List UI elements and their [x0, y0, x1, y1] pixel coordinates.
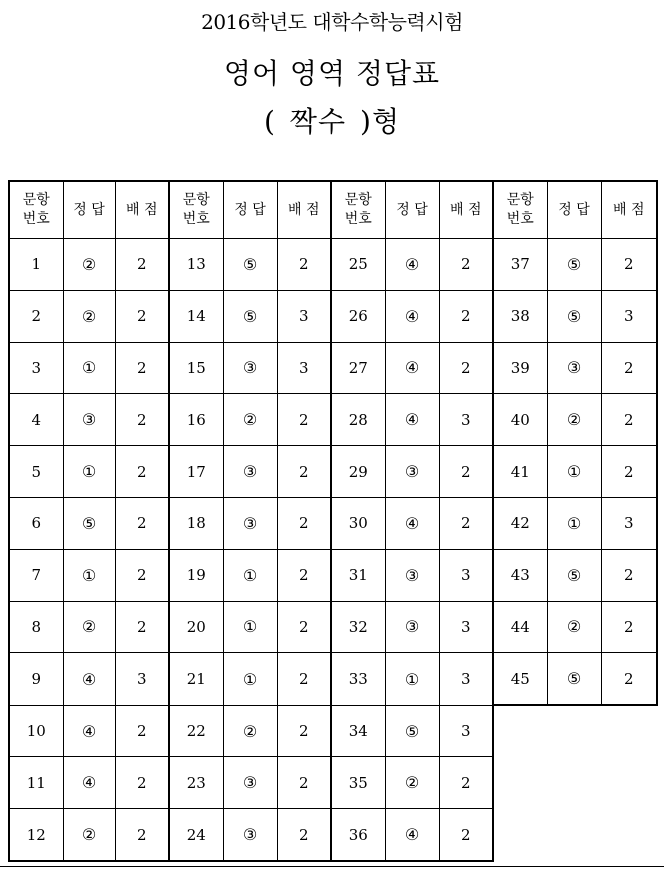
- point-value: 3: [439, 549, 493, 601]
- answer-choice: ⑤: [223, 239, 277, 291]
- question-number: 12: [9, 809, 63, 861]
- point-value: 2: [601, 549, 657, 601]
- point-value: 3: [601, 497, 657, 549]
- question-number: 13: [169, 239, 223, 291]
- table-row: [9, 705, 657, 757]
- question-number: 2: [9, 290, 63, 342]
- answer-choice: ③: [223, 809, 277, 861]
- point-value: 3: [439, 653, 493, 705]
- point-value: 3: [439, 601, 493, 653]
- question-number: 43: [493, 549, 547, 601]
- point-value: 2: [115, 497, 169, 549]
- question-number: 32: [331, 601, 385, 653]
- table-row: [9, 497, 657, 549]
- answer-choice: ③: [385, 549, 439, 601]
- answer-choice: ②: [547, 394, 601, 446]
- point-value: 2: [115, 342, 169, 394]
- column-header-question-number: [493, 181, 547, 239]
- header-num-line2: 번호: [182, 211, 210, 227]
- point-value: 2: [277, 809, 331, 861]
- answer-choice: ②: [385, 757, 439, 809]
- answer-choice: ①: [63, 342, 115, 394]
- question-number: 7: [9, 549, 63, 601]
- question-number: 36: [331, 809, 385, 861]
- question-number: 20: [169, 601, 223, 653]
- answer-choice: ④: [385, 239, 439, 291]
- answer-choice: ④: [63, 653, 115, 705]
- table-row: [9, 809, 657, 861]
- header-num-line2: 번호: [344, 211, 372, 227]
- point-value: 2: [601, 394, 657, 446]
- question-number: 44: [493, 601, 547, 653]
- header-num-line1: 문항: [344, 192, 372, 208]
- answer-choice: ②: [223, 394, 277, 446]
- column-header-points: 배 점: [115, 181, 169, 239]
- table-row: [9, 446, 657, 498]
- answer-choice: ①: [223, 601, 277, 653]
- point-value: 2: [115, 757, 169, 809]
- table-row: [9, 239, 657, 291]
- answer-choice: ③: [63, 394, 115, 446]
- answer-choice: ④: [385, 497, 439, 549]
- question-number: 15: [169, 342, 223, 394]
- point-value: 2: [115, 549, 169, 601]
- point-value: 2: [277, 653, 331, 705]
- point-value: 2: [439, 809, 493, 861]
- answer-choice: ③: [223, 497, 277, 549]
- question-number: 31: [331, 549, 385, 601]
- point-value: 2: [439, 290, 493, 342]
- point-value: 2: [439, 239, 493, 291]
- answer-choice: ①: [547, 446, 601, 498]
- answer-choice: ⑤: [385, 705, 439, 757]
- answer-choice: ①: [63, 549, 115, 601]
- question-number: 33: [331, 653, 385, 705]
- point-value: 2: [277, 239, 331, 291]
- answer-choice: ③: [223, 446, 277, 498]
- exam-year-title: 2016학년도 대학수학능력시험: [201, 10, 463, 34]
- question-number: 24: [169, 809, 223, 861]
- point-value: 3: [439, 394, 493, 446]
- table-row: [9, 757, 657, 809]
- table-row: [9, 290, 657, 342]
- answer-choice: ②: [223, 705, 277, 757]
- answer-choice: ②: [63, 290, 115, 342]
- answer-choice: ④: [385, 809, 439, 861]
- answer-choice: ③: [223, 342, 277, 394]
- question-number: 23: [169, 757, 223, 809]
- question-number: 45: [493, 653, 547, 705]
- table-header-row: [9, 181, 657, 239]
- answer-table: [8, 180, 658, 862]
- question-number: 34: [331, 705, 385, 757]
- question-number: 26: [331, 290, 385, 342]
- question-number: 1: [9, 239, 63, 291]
- header-num-line1: 문항: [506, 192, 534, 208]
- point-value: 2: [115, 705, 169, 757]
- answer-choice: ⑤: [547, 653, 601, 705]
- column-header-question-number: [331, 181, 385, 239]
- answer-choice: ③: [385, 446, 439, 498]
- answer-choice: ①: [63, 446, 115, 498]
- question-number: 29: [331, 446, 385, 498]
- header-num-line2: 번호: [506, 211, 534, 227]
- question-number: 19: [169, 549, 223, 601]
- question-number: 35: [331, 757, 385, 809]
- question-number: 5: [9, 446, 63, 498]
- question-number: 3: [9, 342, 63, 394]
- point-value: 2: [439, 497, 493, 549]
- column-header-answer: 정 답: [547, 181, 601, 239]
- table-row: [9, 342, 657, 394]
- empty-cell: [547, 757, 601, 809]
- table-row: [9, 653, 657, 705]
- column-header-answer: 정 답: [63, 181, 115, 239]
- question-number: 21: [169, 653, 223, 705]
- point-value: 3: [439, 705, 493, 757]
- empty-cell: [601, 705, 657, 757]
- answer-choice: ④: [385, 290, 439, 342]
- point-value: 2: [277, 757, 331, 809]
- empty-cell: [601, 757, 657, 809]
- question-number: 14: [169, 290, 223, 342]
- question-number: 38: [493, 290, 547, 342]
- answer-choice: ②: [63, 601, 115, 653]
- question-number: 8: [9, 601, 63, 653]
- point-value: 3: [277, 290, 331, 342]
- point-value: 2: [601, 239, 657, 291]
- empty-cell: [547, 809, 601, 861]
- point-value: 2: [115, 601, 169, 653]
- point-value: 2: [115, 809, 169, 861]
- question-number: 17: [169, 446, 223, 498]
- answer-choice: ②: [63, 809, 115, 861]
- question-number: 10: [9, 705, 63, 757]
- answer-choice: ⑤: [223, 290, 277, 342]
- question-number: 28: [331, 394, 385, 446]
- empty-cell: [547, 705, 601, 757]
- question-number: 22: [169, 705, 223, 757]
- point-value: 2: [115, 446, 169, 498]
- question-number: 27: [331, 342, 385, 394]
- question-number: 40: [493, 394, 547, 446]
- point-value: 2: [115, 394, 169, 446]
- exam-type-line: [0, 100, 664, 140]
- question-number: 39: [493, 342, 547, 394]
- answer-choice: ④: [385, 342, 439, 394]
- column-header-points: 배 점: [277, 181, 331, 239]
- answer-choice: ⑤: [547, 290, 601, 342]
- column-header-answer: 정 답: [223, 181, 277, 239]
- question-number: 9: [9, 653, 63, 705]
- point-value: 2: [115, 290, 169, 342]
- header-num-line1: 문항: [22, 192, 50, 208]
- point-value: 2: [601, 653, 657, 705]
- empty-cell: [601, 809, 657, 861]
- question-number: 4: [9, 394, 63, 446]
- answer-choice: ②: [63, 239, 115, 291]
- column-header-question-number: [9, 181, 63, 239]
- answer-choice: ③: [547, 342, 601, 394]
- question-number: 37: [493, 239, 547, 291]
- point-value: 2: [277, 497, 331, 549]
- point-value: 2: [277, 446, 331, 498]
- question-number: 41: [493, 446, 547, 498]
- answer-choice: ④: [63, 705, 115, 757]
- column-header-question-number: [169, 181, 223, 239]
- point-value: 2: [601, 342, 657, 394]
- question-number: 16: [169, 394, 223, 446]
- point-value: 2: [439, 446, 493, 498]
- type-open-paren: (: [263, 105, 276, 138]
- header-num-line1: 문항: [182, 192, 210, 208]
- table-row: [9, 549, 657, 601]
- column-header-answer: 정 답: [385, 181, 439, 239]
- answer-choice: ②: [547, 601, 601, 653]
- point-value: 3: [601, 290, 657, 342]
- question-number: 11: [9, 757, 63, 809]
- answer-choice: ④: [385, 394, 439, 446]
- point-value: 2: [277, 394, 331, 446]
- point-value: 2: [277, 549, 331, 601]
- column-header-points: 배 점: [439, 181, 493, 239]
- question-number: 42: [493, 497, 547, 549]
- question-number: 18: [169, 497, 223, 549]
- point-value: 2: [115, 239, 169, 291]
- answer-choice: ④: [63, 757, 115, 809]
- answer-choice: ①: [385, 653, 439, 705]
- question-number: 30: [331, 497, 385, 549]
- question-number: 6: [9, 497, 63, 549]
- exam-type-name: 짝수: [289, 105, 347, 138]
- answer-choice: ①: [223, 653, 277, 705]
- column-header-points: 배 점: [601, 181, 657, 239]
- point-value: 2: [277, 705, 331, 757]
- answer-choice: ①: [223, 549, 277, 601]
- point-value: 2: [601, 601, 657, 653]
- empty-cell: [493, 705, 547, 757]
- answer-choice: ⑤: [547, 549, 601, 601]
- header-num-line2: 번호: [22, 211, 50, 227]
- answer-choice: ③: [223, 757, 277, 809]
- point-value: 3: [115, 653, 169, 705]
- question-number: 25: [331, 239, 385, 291]
- point-value: 2: [439, 757, 493, 809]
- empty-cell: [493, 809, 547, 861]
- type-close-paren: )형: [360, 105, 401, 138]
- answer-sheet-title: 영어 영역 정답표: [223, 57, 441, 90]
- point-value: 2: [277, 601, 331, 653]
- table-row: [9, 601, 657, 653]
- point-value: 2: [601, 446, 657, 498]
- answer-choice: ①: [547, 497, 601, 549]
- empty-cell: [493, 757, 547, 809]
- answer-choice: ⑤: [63, 497, 115, 549]
- answer-choice: ③: [385, 601, 439, 653]
- point-value: 2: [439, 342, 493, 394]
- point-value: 3: [277, 342, 331, 394]
- answer-choice: ⑤: [547, 239, 601, 291]
- bottom-divider: [0, 866, 664, 867]
- table-row: [9, 394, 657, 446]
